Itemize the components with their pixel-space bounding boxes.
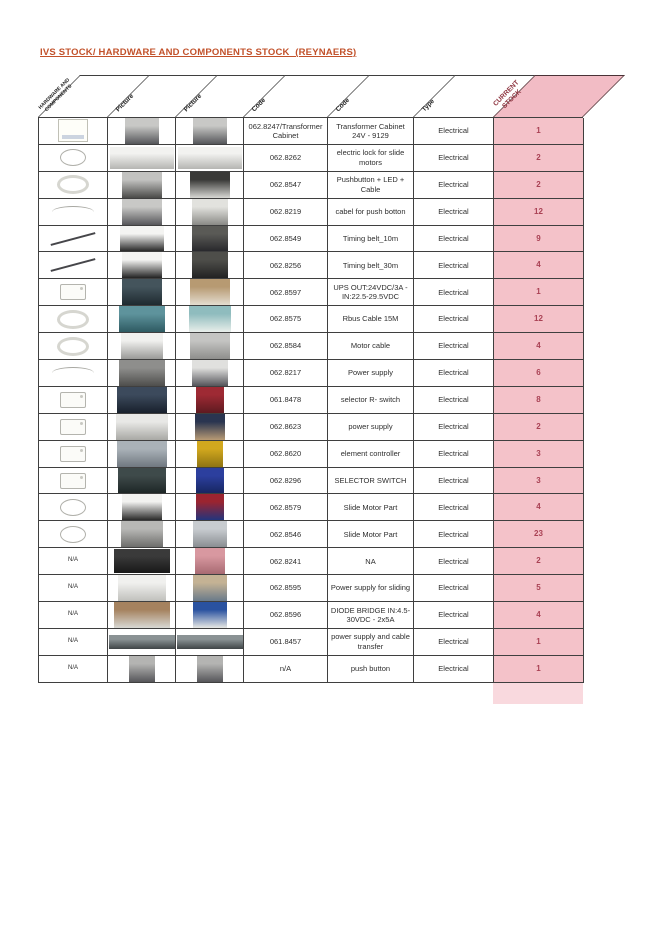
picture-cell-1: [108, 602, 176, 629]
description-cell: selector R- switch: [328, 387, 414, 414]
type-cell: Electrical: [414, 494, 494, 521]
product-photo: [118, 575, 166, 601]
product-sketch: [60, 419, 86, 435]
header-picture-1: Picture: [107, 75, 217, 117]
description-cell: Pushbutton + LED + Cable: [328, 172, 414, 199]
type-cell: Electrical: [414, 252, 494, 279]
table-row: [39, 575, 583, 602]
product-photo: [197, 441, 223, 467]
code-cell: n/A: [244, 656, 328, 683]
product-sketch: [57, 310, 89, 329]
type-cell: Electrical: [414, 521, 494, 548]
product-photo: [116, 414, 168, 440]
item-sketch-cell: [39, 387, 108, 414]
table-row: [39, 199, 583, 226]
product-photo: [189, 306, 231, 332]
product-photo: [192, 360, 228, 386]
type-cell: Electrical: [414, 629, 494, 656]
product-photo: [190, 333, 230, 359]
product-sketch: [60, 446, 86, 462]
product-photo: [178, 147, 242, 169]
product-photo: [119, 306, 165, 332]
picture-cell-1: [108, 226, 176, 253]
product-sketch: [58, 119, 88, 142]
product-sketch: [60, 473, 86, 489]
picture-cell-1: [108, 387, 176, 414]
description-cell: Transformer Cabinet 24V - 9129: [328, 118, 414, 145]
type-cell: Electrical: [414, 441, 494, 468]
code-cell: 062.8256: [244, 252, 328, 279]
product-photo: [125, 118, 159, 144]
stock-cell: 12: [494, 306, 584, 333]
picture-cell-2: [176, 629, 244, 656]
table-row: [39, 333, 583, 360]
picture-cell-2: [176, 656, 244, 683]
stock-column-tail: [493, 683, 583, 704]
picture-cell-2: [176, 468, 244, 495]
picture-cell-2: [176, 387, 244, 414]
description-cell: Power supply: [328, 360, 414, 387]
description-cell: Slide Motor Part: [328, 521, 414, 548]
description-cell: SELECTOR SWITCH: [328, 468, 414, 495]
description-cell: electric lock for slide motors: [328, 145, 414, 172]
table-row: [39, 279, 583, 306]
picture-cell-2: [176, 199, 244, 226]
product-photo: [120, 226, 164, 252]
stock-cell: 4: [494, 252, 584, 279]
picture-cell-1: [108, 360, 176, 387]
stock-cell: 3: [494, 468, 584, 495]
type-cell: Electrical: [414, 333, 494, 360]
product-photo: [122, 172, 162, 198]
product-photo: [119, 360, 165, 386]
item-sketch-cell: [39, 441, 108, 468]
type-cell: Electrical: [414, 279, 494, 306]
product-sketch: [60, 149, 86, 166]
stock-cell: 4: [494, 333, 584, 360]
stock-cell: 6: [494, 360, 584, 387]
picture-cell-2: [176, 548, 244, 575]
product-photo: [129, 656, 155, 682]
picture-cell-1: [108, 414, 176, 441]
item-sketch-cell: [39, 333, 108, 360]
code-cell: 062.8547: [244, 172, 328, 199]
item-sketch-cell: [39, 414, 108, 441]
picture-cell-1: [108, 575, 176, 602]
picture-cell-2: [176, 521, 244, 548]
product-photo: [192, 252, 228, 278]
product-photo: [110, 147, 174, 169]
picture-cell-2: [176, 602, 244, 629]
table-row: [39, 360, 583, 387]
description-cell: Timing belt_10m: [328, 226, 414, 253]
picture-cell-1: [108, 441, 176, 468]
description-cell: Rbus Cable 15M: [328, 306, 414, 333]
picture-cell-2: [176, 145, 244, 172]
table-row: [39, 441, 583, 468]
picture-cell-2: [176, 118, 244, 145]
product-photo: [193, 118, 227, 144]
table-header: [38, 75, 583, 117]
table-row: [39, 145, 583, 172]
code-cell: 062.8597: [244, 279, 328, 306]
description-cell: Timing belt_30m: [328, 252, 414, 279]
description-cell: power supply: [328, 414, 414, 441]
product-photo: [192, 199, 228, 225]
stock-cell: 1: [494, 629, 584, 656]
header-code-1: Code: [243, 75, 369, 117]
code-cell: 062.8595: [244, 575, 328, 602]
product-photo: [109, 635, 175, 649]
stock-cell: 4: [494, 602, 584, 629]
stock-cell: 12: [494, 199, 584, 226]
product-photo: [192, 226, 228, 252]
type-cell: Electrical: [414, 306, 494, 333]
table-row: [39, 118, 583, 145]
table-row: [39, 387, 583, 414]
picture-cell-2: [176, 360, 244, 387]
item-sketch-cell: [39, 172, 108, 199]
product-sketch: [52, 206, 94, 218]
stock-cell: 5: [494, 575, 584, 602]
description-cell: push button: [328, 656, 414, 683]
table-row: [39, 226, 583, 253]
type-cell: Electrical: [414, 360, 494, 387]
product-photo: [121, 333, 163, 359]
item-sketch-cell: [39, 468, 108, 495]
picture-cell-1: [108, 172, 176, 199]
stock-cell: 9: [494, 226, 584, 253]
table-row: [39, 656, 583, 683]
picture-cell-1: [108, 494, 176, 521]
stock-cell: 1: [494, 656, 584, 683]
product-photo: [122, 279, 162, 305]
picture-cell-1: [108, 306, 176, 333]
product-photo: [193, 575, 227, 601]
picture-cell-2: [176, 172, 244, 199]
type-cell: Electrical: [414, 199, 494, 226]
picture-cell-1: [108, 252, 176, 279]
item-sketch-cell: [39, 494, 108, 521]
type-cell: Electrical: [414, 387, 494, 414]
code-cell: 062.8217: [244, 360, 328, 387]
product-sketch: [60, 526, 86, 543]
product-photo: [118, 468, 166, 494]
description-cell: Power supply for sliding: [328, 575, 414, 602]
product-sketch: [60, 499, 86, 516]
code-cell: 062.8584: [244, 333, 328, 360]
product-photo: [197, 656, 223, 682]
picture-cell-2: [176, 494, 244, 521]
code-cell: 062.8219: [244, 199, 328, 226]
picture-cell-1: [108, 656, 176, 683]
product-photo: [122, 494, 162, 520]
item-sketch-cell: N/A: [39, 575, 108, 602]
item-sketch-cell: N/A: [39, 548, 108, 575]
picture-cell-2: [176, 441, 244, 468]
code-cell: 062.8241: [244, 548, 328, 575]
product-photo: [114, 549, 170, 573]
stock-cell: 2: [494, 548, 584, 575]
description-cell: cabel for push botton: [328, 199, 414, 226]
type-cell: Electrical: [414, 172, 494, 199]
code-cell: 062.8623: [244, 414, 328, 441]
type-cell: Electrical: [414, 575, 494, 602]
product-photo: [195, 414, 225, 440]
stock-table: [38, 75, 583, 683]
item-sketch-cell: [39, 521, 108, 548]
code-cell: 062.8546: [244, 521, 328, 548]
product-photo: [196, 387, 224, 413]
product-photo: [122, 252, 162, 278]
type-cell: Electrical: [414, 226, 494, 253]
stock-cell: 3: [494, 441, 584, 468]
code-cell: 062.8620: [244, 441, 328, 468]
product-photo: [190, 279, 230, 305]
table-row: [39, 252, 583, 279]
item-sketch-cell: N/A: [39, 602, 108, 629]
stock-cell: 2: [494, 414, 584, 441]
stock-cell: 4: [494, 494, 584, 521]
table-row: [39, 494, 583, 521]
product-photo: [196, 468, 224, 494]
code-cell: 062.8596: [244, 602, 328, 629]
stock-cell: 2: [494, 172, 584, 199]
product-photo: [195, 548, 225, 574]
table-body: [38, 117, 583, 683]
code-cell: 062.8247/Transformer Cabinet: [244, 118, 328, 145]
description-cell: Motor cable: [328, 333, 414, 360]
code-cell: 061.8478: [244, 387, 328, 414]
picture-cell-2: [176, 226, 244, 253]
product-photo: [196, 494, 224, 520]
picture-cell-2: [176, 306, 244, 333]
item-sketch-cell: [39, 226, 108, 253]
table-row: [39, 172, 583, 199]
product-photo: [121, 521, 163, 547]
header-picture-2: Picture: [175, 75, 285, 117]
product-photo: [193, 602, 227, 628]
header-current-stock: CURRENT STOCK: [493, 75, 625, 117]
picture-cell-1: [108, 279, 176, 306]
table-row: [39, 306, 583, 333]
type-cell: Electrical: [414, 548, 494, 575]
picture-cell-2: [176, 252, 244, 279]
page-title: IVS STOCK/ HARDWARE AND COMPONENTS STOCK (REYNAERS): [40, 47, 357, 58]
table-row: [39, 468, 583, 495]
stock-cell: 23: [494, 521, 584, 548]
stock-cell: 8: [494, 387, 584, 414]
type-cell: Electrical: [414, 118, 494, 145]
description-cell: Slide Motor Part: [328, 494, 414, 521]
picture-cell-1: [108, 145, 176, 172]
picture-cell-1: [108, 548, 176, 575]
product-photo: [190, 172, 230, 198]
picture-cell-1: [108, 629, 176, 656]
header-hardware-components: HARDWARE AND COMPONENTS: [38, 75, 149, 117]
picture-cell-2: [176, 414, 244, 441]
table-row: [39, 629, 583, 656]
code-cell: 062.8296: [244, 468, 328, 495]
product-sketch: [52, 367, 94, 379]
code-cell: 062.8579: [244, 494, 328, 521]
stock-cell: 2: [494, 145, 584, 172]
code-cell: 061.8457: [244, 629, 328, 656]
item-sketch-cell: [39, 279, 108, 306]
product-photo: [114, 602, 170, 628]
product-sketch: [60, 392, 86, 408]
description-cell: element controller: [328, 441, 414, 468]
description-cell: NA: [328, 548, 414, 575]
item-sketch-cell: [39, 145, 108, 172]
type-cell: Electrical: [414, 468, 494, 495]
description-cell: UPS OUT:24VDC/3A - IN:22.5-29.5VDC: [328, 279, 414, 306]
type-cell: Electrical: [414, 656, 494, 683]
description-cell: power supply and cable transfer: [328, 629, 414, 656]
product-photo: [122, 199, 162, 225]
picture-cell-1: [108, 468, 176, 495]
product-photo: [117, 441, 167, 467]
product-sketch: [57, 337, 89, 356]
header-code-2: Code: [327, 75, 455, 117]
product-sketch: [51, 258, 96, 272]
product-sketch: [51, 232, 96, 246]
picture-cell-1: [108, 521, 176, 548]
product-photo: [117, 387, 167, 413]
table-row: [39, 521, 583, 548]
picture-cell-2: [176, 575, 244, 602]
table-row: [39, 414, 583, 441]
code-cell: 062.8549: [244, 226, 328, 253]
item-sketch-cell: [39, 199, 108, 226]
stock-cell: 1: [494, 118, 584, 145]
header-type: Type: [413, 75, 535, 117]
picture-cell-2: [176, 279, 244, 306]
description-cell: DIODE BRIDGE IN:4.5-30VDC - 2x5A: [328, 602, 414, 629]
product-sketch: [60, 284, 86, 300]
code-cell: 062.8575: [244, 306, 328, 333]
picture-cell-1: [108, 333, 176, 360]
item-sketch-cell: N/A: [39, 629, 108, 656]
picture-cell-1: [108, 199, 176, 226]
type-cell: Electrical: [414, 602, 494, 629]
stock-cell: 1: [494, 279, 584, 306]
item-sketch-cell: N/A: [39, 656, 108, 683]
type-cell: Electrical: [414, 414, 494, 441]
item-sketch-cell: [39, 360, 108, 387]
picture-cell-2: [176, 333, 244, 360]
product-photo: [177, 635, 243, 649]
type-cell: Electrical: [414, 145, 494, 172]
item-sketch-cell: [39, 252, 108, 279]
item-sketch-cell: [39, 118, 108, 145]
table-row: [39, 602, 583, 629]
product-photo: [193, 521, 227, 547]
code-cell: 062.8262: [244, 145, 328, 172]
picture-cell-1: [108, 118, 176, 145]
table-row: [39, 548, 583, 575]
item-sketch-cell: [39, 306, 108, 333]
product-sketch: [57, 175, 89, 194]
